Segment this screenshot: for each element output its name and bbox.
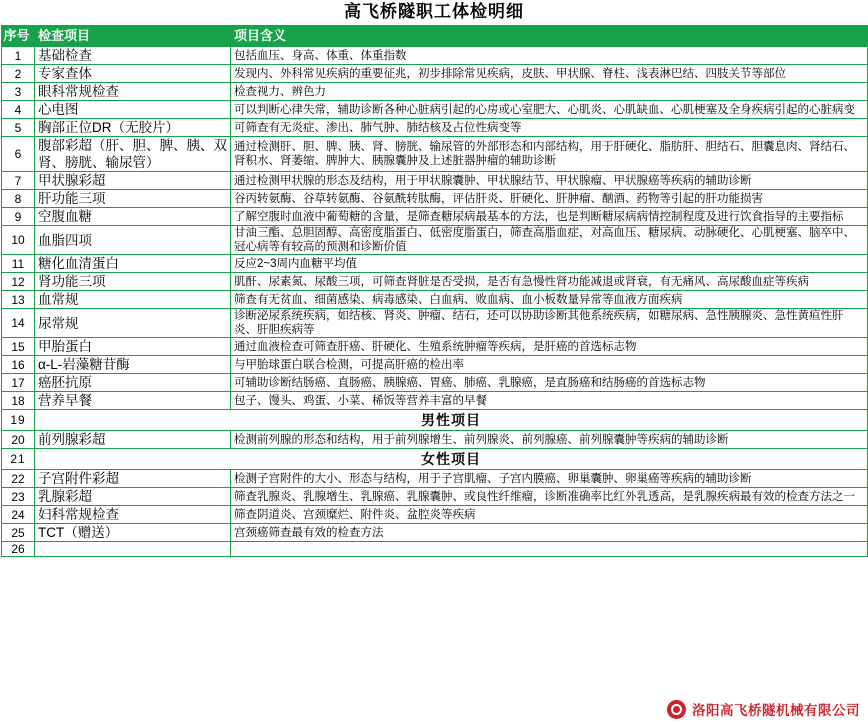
table-row [2, 374, 868, 392]
cell-desc: 筛查乳腺炎、乳腺增生、乳腺癌、乳腺囊肿、或良性纤维瘤，诊断准确率比红外乳透高，是乳腺疾病最有效的检查方法之一 [231, 488, 868, 506]
cell-desc: 可以判断心律失常，辅助诊断各种心脏病引起的心房或心室肥大、心肌炎、心肌缺血、心肌梗塞及全身疾病引起的心脏病变 [231, 101, 868, 119]
cell-index: 26 [2, 542, 35, 557]
cell-index: 14 [2, 309, 35, 338]
table-row [2, 208, 868, 226]
cell-index: 9 [2, 208, 35, 226]
table-row [2, 172, 868, 190]
cell-desc: 谷丙转氨酶、谷草转氨酶、谷氨酰转肽酶，评估肝炎、肝硬化、肝肿瘤、酗酒、药物等引起的肝功能损害 [231, 190, 868, 208]
table-row [2, 226, 868, 255]
cell-index: 4 [2, 101, 35, 119]
cell-index: 18 [2, 392, 35, 410]
table-row [2, 392, 868, 410]
cell-item: 甲状腺彩超 [35, 172, 231, 190]
cell-item: 前列腺彩超 [35, 431, 231, 449]
cell-desc-text: 检测子宫附件的大小、形态与结构，用于子宫肌瘤、子宫内膜癌、卵巢囊肿、卵巢癌等疾病的辅助诊断 [234, 472, 752, 485]
table-row [2, 47, 868, 65]
cell-index: 10 [2, 226, 35, 255]
cell-index: 12 [2, 273, 35, 291]
table-row [2, 255, 868, 273]
cell-desc [231, 542, 868, 557]
cell-index: 3 [2, 83, 35, 101]
cell-desc: 通过血液检查可筛查肝癌、肝硬化、生殖系统肿瘤等疾病，是肝癌的首选标志物 [231, 338, 868, 356]
cell-desc: 通过检测肝、胆、脾、胰、肾、膀胱、输尿管的外部形态和内部结构，用于肝硬化、脂肪肝、胆结石、胆囊息肉、肾结石、肾积水、肾萎缩、脾肿大、胰腺囊肿及上述脏器肿瘤的辅助诊断 [231, 137, 868, 172]
company-name: 洛阳高飞桥隧机械有限公司 [692, 703, 860, 718]
cell-item: α-L-岩藻糖苷酶 [35, 356, 231, 374]
section-row-female [2, 449, 868, 470]
cell-desc: 反应2~3周内血糖平均值 [231, 255, 868, 273]
exam-detail-table [1, 25, 868, 557]
cell-index: 11 [2, 255, 35, 273]
cell-index: 6 [2, 137, 35, 172]
table-header [2, 26, 868, 47]
cell-index: 13 [2, 291, 35, 309]
table-row [2, 273, 868, 291]
column-header-index: 序号 [2, 26, 35, 47]
company-logo-icon [667, 700, 686, 719]
cell-desc: 诊断泌尿系统疾病，如结核、肾炎、肿瘤、结石，还可以协助诊断其他系统疾病，如糖尿病、急性胰腺炎、急性黄疸性肝炎、肝胆疾病等 [231, 309, 868, 338]
cell-index: 19 [2, 410, 35, 431]
table-row [2, 488, 868, 506]
section-row-male [2, 410, 868, 431]
table-row [2, 431, 868, 449]
cell-desc: 筛查有无贫血、细菌感染、病毒感染、白血病、败血病、血小板数量异常等血液方面疾病 [231, 291, 868, 309]
cell-index: 8 [2, 190, 35, 208]
cell-item: TCT（赠送） [35, 524, 231, 542]
cell-item [35, 542, 231, 557]
column-header-item: 检查项目 [35, 26, 231, 47]
brand-watermark [667, 699, 860, 719]
cell-index: 20 [2, 431, 35, 449]
cell-desc: 筛查阴道炎、宫颈糜烂、附件炎、盆腔炎等疾病 [231, 506, 868, 524]
cell-item: 糖化血清蛋白 [35, 255, 231, 273]
cell-desc-text: 通过检测甲状腺的形态及结构，用于甲状腺囊肿、甲状腺结节、甲状腺瘤、甲状腺癌等疾病的辅助诊断 [234, 174, 752, 187]
cell-index: 2 [2, 65, 35, 83]
cell-item: 子宫附件彩超 [35, 470, 231, 488]
footer [0, 690, 868, 724]
cell-desc: 发现内、外科常见疾病的重要征兆，初步排除常见疾病，皮肤、甲状腺、脊柱、浅表淋巴结、四肢关节等部位 [231, 65, 868, 83]
cell-item: 肝功能三项 [35, 190, 231, 208]
cell-desc: 了解空腹时血液中葡萄糖的含量，是筛查糖尿病最基本的方法，也是判断糖尿病病情控制程度及进行饮食指导的主要指标 [231, 208, 868, 226]
cell-index: 1 [2, 47, 35, 65]
table-row [2, 309, 868, 338]
cell-desc: 包子、馒头、鸡蛋、小菜、稀饭等营养丰富的早餐 [231, 392, 868, 410]
column-header-desc: 项目含义 [231, 26, 868, 47]
table-row [2, 65, 868, 83]
cell-desc: 可辅助诊断结肠癌、直肠癌、胰腺癌、胃癌、肺癌、乳腺癌，是直肠癌和结肠癌的首选标志物 [231, 374, 868, 392]
cell-desc: 检查视力、辨色力 [231, 83, 868, 101]
cell-desc: 肌酐、尿素氮、尿酸三项，可筛查肾脏是否受损，是否有急慢性肾功能减退或肾衰，有无痛风、高尿酸血症等疾病 [231, 273, 868, 291]
cell-item: 腹部彩超（肝、胆、脾、胰、双肾、膀胱、输尿管） [35, 137, 231, 172]
cell-item: 癌胚抗原 [35, 374, 231, 392]
page-title: 高飞桥隧职工体检明细 [344, 2, 524, 21]
cell-item: 妇科常规检查 [35, 506, 231, 524]
cell-item: 血脂四项 [35, 226, 231, 255]
cell-desc: 可筛查有无炎症、渗出、肺气肿、肺结核及占位性病变等 [231, 119, 868, 137]
cell-index: 25 [2, 524, 35, 542]
table-row [2, 190, 868, 208]
table-row [2, 137, 868, 172]
table-row [2, 119, 868, 137]
cell-item: 甲胎蛋白 [35, 338, 231, 356]
section-label: 男性项目 [35, 410, 868, 431]
cell-item: 乳腺彩超 [35, 488, 231, 506]
table-row [2, 338, 868, 356]
table-row [2, 83, 868, 101]
cell-index: 24 [2, 506, 35, 524]
cell-index: 15 [2, 338, 35, 356]
table-row [2, 542, 868, 557]
cell-index: 17 [2, 374, 35, 392]
table-body [2, 47, 868, 557]
cell-item: 肾功能三项 [35, 273, 231, 291]
cell-item: 基础检查 [35, 47, 231, 65]
cell-index: 22 [2, 470, 35, 488]
cell-item: 胸部正位DR（无胶片） [35, 119, 231, 137]
table-row [2, 524, 868, 542]
cell-item: 血常规 [35, 291, 231, 309]
cell-index: 7 [2, 172, 35, 190]
cell-desc [231, 470, 868, 488]
table-row [2, 470, 868, 488]
cell-item: 心电图 [35, 101, 231, 119]
cell-index: 23 [2, 488, 35, 506]
section-label: 女性项目 [35, 449, 868, 470]
cell-item: 营养早餐 [35, 392, 231, 410]
table-row [2, 291, 868, 309]
table-header-row [2, 26, 868, 47]
cell-desc [231, 172, 868, 190]
cell-desc: 与甲胎球蛋白联合检测，可提高肝癌的检出率 [231, 356, 868, 374]
table-row [2, 506, 868, 524]
cell-item: 尿常规 [35, 309, 231, 338]
table-row [2, 356, 868, 374]
cell-index: 16 [2, 356, 35, 374]
cell-item: 专家查体 [35, 65, 231, 83]
cell-desc: 宫颈癌筛查最有效的检查方法 [231, 524, 868, 542]
cell-item: 眼科常规检查 [35, 83, 231, 101]
cell-desc: 包括血压、身高、体重、体重指数 [231, 47, 868, 65]
cell-item: 空腹血糖 [35, 208, 231, 226]
table-row [2, 101, 868, 119]
cell-desc: 甘油三酯、总胆固醇、高密度脂蛋白、低密度脂蛋白，筛查高脂血症，对高血压、糖尿病、动脉硬化、心肌梗塞、脑卒中、冠心病等有较高的预测和诊断价值 [231, 226, 868, 255]
cell-index: 5 [2, 119, 35, 137]
cell-index: 21 [2, 449, 35, 470]
cell-desc: 检测前列腺的形态和结构，用于前列腺增生、前列腺炎、前列腺癌、前列腺囊肿等疾病的辅助诊断 [231, 431, 868, 449]
